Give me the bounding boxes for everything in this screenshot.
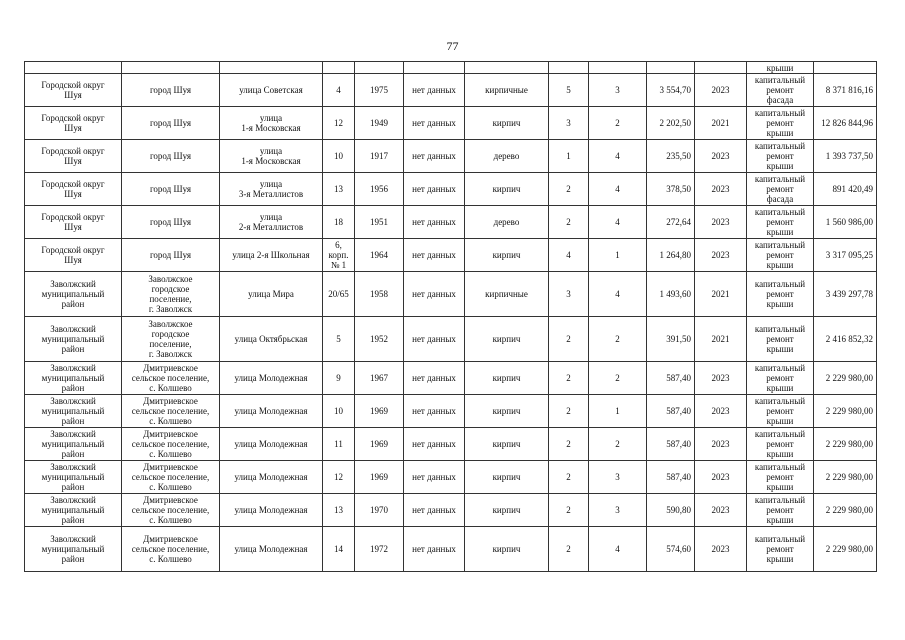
cell-street: улица 2-я Школьная	[220, 239, 323, 272]
cell-area: 587,40	[647, 461, 695, 494]
cell-cost: 2 229 980,00	[814, 461, 877, 494]
table-row	[25, 395, 877, 428]
cell-cost: 2 416 852,32	[814, 317, 877, 362]
cell-material: кирпичные	[465, 74, 549, 107]
cell-material: кирпич	[465, 494, 549, 527]
cell-info: нет данных	[404, 461, 465, 494]
cell-entrances: 4	[589, 140, 647, 173]
cell-material: кирпич	[465, 395, 549, 428]
cell-area: 587,40	[647, 362, 695, 395]
cell-floors: 4	[549, 239, 589, 272]
cell-year: 1951	[355, 206, 404, 239]
cell-street: улица Мира	[220, 272, 323, 317]
cell-house: 20/65	[323, 272, 355, 317]
cell-municipality: Заволжский муниципальный район	[25, 272, 122, 317]
cell-settlement: Заволжское городское поселение, г. Заволжск	[122, 317, 220, 362]
cell-settlement: Дмитриевское сельское поселение, с. Колшево	[122, 395, 220, 428]
cell-plan-year: 2021	[695, 317, 747, 362]
cell-floors: 5	[549, 74, 589, 107]
cell-street: улица 3-я Металлистов	[220, 173, 323, 206]
cell-entrances: 4	[589, 206, 647, 239]
cell-info: нет данных	[404, 173, 465, 206]
cell-settlement: город Шуя	[122, 206, 220, 239]
cell-floors	[549, 62, 589, 74]
cell-info: нет данных	[404, 74, 465, 107]
cell-plan-year: 2023	[695, 428, 747, 461]
continuation-row	[25, 62, 877, 74]
cell-material: кирпич	[465, 173, 549, 206]
cell-material: кирпич	[465, 317, 549, 362]
cell-settlement: Дмитриевское сельское поселение, с. Колшево	[122, 428, 220, 461]
cell-cost: 891 420,49	[814, 173, 877, 206]
cell-info: нет данных	[404, 239, 465, 272]
cell-settlement	[122, 62, 220, 74]
table-row	[25, 107, 877, 140]
cell-floors: 2	[549, 395, 589, 428]
cell-year: 1969	[355, 428, 404, 461]
buildings-table	[24, 61, 877, 572]
cell-year	[355, 62, 404, 74]
cell-cost: 1 560 986,00	[814, 206, 877, 239]
cell-entrances: 3	[589, 461, 647, 494]
cell-street: улица Октябрьская	[220, 317, 323, 362]
cell-year: 1969	[355, 395, 404, 428]
cell-house: 5	[323, 317, 355, 362]
cell-plan-year: 2023	[695, 140, 747, 173]
cell-year: 1970	[355, 494, 404, 527]
cell-municipality: Заволжский муниципальный район	[25, 527, 122, 572]
cell-plan-year: 2023	[695, 173, 747, 206]
cell-settlement: Дмитриевское сельское поселение, с. Колшево	[122, 461, 220, 494]
cell-work-type: капитальный ремонт крыши	[747, 317, 814, 362]
cell-work-type: капитальный ремонт крыши	[747, 395, 814, 428]
cell-year: 1975	[355, 74, 404, 107]
cell-material: дерево	[465, 140, 549, 173]
cell-municipality: Заволжский муниципальный район	[25, 395, 122, 428]
cell-street: улица Молодежная	[220, 494, 323, 527]
cell-entrances: 3	[589, 74, 647, 107]
cell-material: кирпич	[465, 461, 549, 494]
table-row	[25, 317, 877, 362]
cell-info	[404, 62, 465, 74]
cell-settlement: Заволжское городское поселение, г. Заволжск	[122, 272, 220, 317]
cell-house: 13	[323, 173, 355, 206]
cell-plan-year: 2023	[695, 395, 747, 428]
cell-floors: 2	[549, 173, 589, 206]
cell-house: 10	[323, 140, 355, 173]
cell-plan-year: 2023	[695, 74, 747, 107]
cell-settlement: Дмитриевское сельское поселение, с. Колшево	[122, 527, 220, 572]
table-row	[25, 428, 877, 461]
cell-info: нет данных	[404, 527, 465, 572]
cell-municipality: Заволжский муниципальный район	[25, 461, 122, 494]
cell-plan-year: 2023	[695, 461, 747, 494]
cell-work-type: капитальный ремонт крыши	[747, 239, 814, 272]
cell-house: 10	[323, 395, 355, 428]
cell-municipality: Городской округ Шуя	[25, 239, 122, 272]
cell-entrances	[589, 62, 647, 74]
cell-area: 391,50	[647, 317, 695, 362]
cell-area: 574,60	[647, 527, 695, 572]
cell-floors: 3	[549, 107, 589, 140]
cell-cost: 8 371 816,16	[814, 74, 877, 107]
cell-settlement: город Шуя	[122, 239, 220, 272]
cell-material: кирпич	[465, 428, 549, 461]
cell-house: 6, корп. № 1	[323, 239, 355, 272]
cell-work-type: капитальный ремонт крыши	[747, 140, 814, 173]
cell-work-type: крыши	[747, 62, 814, 74]
cell-plan-year: 2023	[695, 239, 747, 272]
cell-work-type: капитальный ремонт крыши	[747, 428, 814, 461]
cell-settlement: город Шуя	[122, 107, 220, 140]
cell-cost: 2 229 980,00	[814, 362, 877, 395]
cell-cost	[814, 62, 877, 74]
cell-material: кирпичные	[465, 272, 549, 317]
cell-floors: 2	[549, 461, 589, 494]
cell-municipality: Заволжский муниципальный район	[25, 428, 122, 461]
cell-settlement: город Шуя	[122, 74, 220, 107]
cell-material: кирпич	[465, 527, 549, 572]
cell-cost: 2 229 980,00	[814, 527, 877, 572]
cell-year: 1917	[355, 140, 404, 173]
cell-cost: 2 229 980,00	[814, 428, 877, 461]
cell-material: кирпич	[465, 107, 549, 140]
cell-plan-year: 2021	[695, 107, 747, 140]
cell-year: 1949	[355, 107, 404, 140]
cell-street	[220, 62, 323, 74]
cell-work-type: капитальный ремонт крыши	[747, 362, 814, 395]
cell-entrances: 2	[589, 317, 647, 362]
cell-street: улица 1-я Московская	[220, 107, 323, 140]
cell-work-type: капитальный ремонт фасада	[747, 74, 814, 107]
cell-info: нет данных	[404, 107, 465, 140]
table-row	[25, 239, 877, 272]
cell-cost: 12 826 844,96	[814, 107, 877, 140]
cell-entrances: 2	[589, 362, 647, 395]
cell-info: нет данных	[404, 494, 465, 527]
cell-house: 14	[323, 527, 355, 572]
cell-house: 18	[323, 206, 355, 239]
cell-floors: 3	[549, 272, 589, 317]
cell-entrances: 3	[589, 494, 647, 527]
table-row	[25, 74, 877, 107]
cell-area: 587,40	[647, 395, 695, 428]
table-row	[25, 527, 877, 572]
cell-year: 1969	[355, 461, 404, 494]
cell-municipality: Городской округ Шуя	[25, 107, 122, 140]
cell-house: 12	[323, 107, 355, 140]
cell-area: 378,50	[647, 173, 695, 206]
cell-municipality: Городской округ Шуя	[25, 173, 122, 206]
table-row	[25, 272, 877, 317]
cell-settlement: Дмитриевское сельское поселение, с. Колшево	[122, 494, 220, 527]
cell-year: 1967	[355, 362, 404, 395]
cell-street: улица Молодежная	[220, 395, 323, 428]
cell-house: 9	[323, 362, 355, 395]
table-row	[25, 461, 877, 494]
cell-work-type: капитальный ремонт крыши	[747, 107, 814, 140]
cell-work-type: капитальный ремонт крыши	[747, 206, 814, 239]
cell-house: 13	[323, 494, 355, 527]
table-row	[25, 362, 877, 395]
cell-area: 587,40	[647, 428, 695, 461]
cell-municipality	[25, 62, 122, 74]
cell-street: улица Советская	[220, 74, 323, 107]
cell-area	[647, 62, 695, 74]
cell-street: улица Молодежная	[220, 527, 323, 572]
cell-street: улица Молодежная	[220, 461, 323, 494]
cell-house	[323, 62, 355, 74]
cell-year: 1972	[355, 527, 404, 572]
cell-cost: 1 393 737,50	[814, 140, 877, 173]
cell-municipality: Заволжский муниципальный район	[25, 362, 122, 395]
cell-info: нет данных	[404, 395, 465, 428]
cell-house: 11	[323, 428, 355, 461]
cell-street: улица 1-я Московская	[220, 140, 323, 173]
cell-municipality: Заволжский муниципальный район	[25, 317, 122, 362]
cell-info: нет данных	[404, 206, 465, 239]
cell-cost: 2 229 980,00	[814, 395, 877, 428]
cell-house: 12	[323, 461, 355, 494]
cell-material	[465, 62, 549, 74]
cell-municipality: Городской округ Шуя	[25, 140, 122, 173]
cell-info: нет данных	[404, 272, 465, 317]
cell-floors: 2	[549, 206, 589, 239]
cell-municipality: Заволжский муниципальный район	[25, 494, 122, 527]
cell-entrances: 2	[589, 428, 647, 461]
cell-street: улица 2-я Металлистов	[220, 206, 323, 239]
cell-area: 235,50	[647, 140, 695, 173]
table-row	[25, 173, 877, 206]
cell-entrances: 2	[589, 107, 647, 140]
cell-floors: 1	[549, 140, 589, 173]
cell-plan-year	[695, 62, 747, 74]
cell-floors: 2	[549, 428, 589, 461]
cell-material: кирпич	[465, 362, 549, 395]
cell-cost: 3 439 297,78	[814, 272, 877, 317]
cell-year: 1956	[355, 173, 404, 206]
cell-entrances: 4	[589, 527, 647, 572]
cell-work-type: капитальный ремонт крыши	[747, 527, 814, 572]
cell-entrances: 4	[589, 272, 647, 317]
cell-street: улица Молодежная	[220, 362, 323, 395]
cell-entrances: 1	[589, 395, 647, 428]
table-row	[25, 494, 877, 527]
cell-plan-year: 2023	[695, 206, 747, 239]
cell-entrances: 1	[589, 239, 647, 272]
cell-plan-year: 2023	[695, 494, 747, 527]
cell-work-type: капитальный ремонт фасада	[747, 173, 814, 206]
cell-year: 1958	[355, 272, 404, 317]
cell-year: 1964	[355, 239, 404, 272]
cell-municipality: Городской округ Шуя	[25, 206, 122, 239]
cell-street: улица Молодежная	[220, 428, 323, 461]
cell-year: 1952	[355, 317, 404, 362]
cell-plan-year: 2023	[695, 527, 747, 572]
cell-settlement: город Шуя	[122, 173, 220, 206]
cell-entrances: 4	[589, 173, 647, 206]
cell-work-type: капитальный ремонт крыши	[747, 461, 814, 494]
table-row	[25, 140, 877, 173]
cell-cost: 2 229 980,00	[814, 494, 877, 527]
cell-house: 4	[323, 74, 355, 107]
cell-area: 272,64	[647, 206, 695, 239]
cell-work-type: капитальный ремонт крыши	[747, 272, 814, 317]
cell-cost: 3 317 095,25	[814, 239, 877, 272]
cell-floors: 2	[549, 362, 589, 395]
cell-floors: 2	[549, 494, 589, 527]
cell-area: 1 493,60	[647, 272, 695, 317]
table-row	[25, 206, 877, 239]
cell-settlement: Дмитриевское сельское поселение, с. Колшево	[122, 362, 220, 395]
cell-area: 3 554,70	[647, 74, 695, 107]
cell-info: нет данных	[404, 428, 465, 461]
cell-plan-year: 2023	[695, 362, 747, 395]
cell-material: кирпич	[465, 239, 549, 272]
cell-area: 590,80	[647, 494, 695, 527]
cell-material: дерево	[465, 206, 549, 239]
cell-floors: 2	[549, 317, 589, 362]
cell-work-type: капитальный ремонт крыши	[747, 494, 814, 527]
cell-info: нет данных	[404, 317, 465, 362]
cell-info: нет данных	[404, 140, 465, 173]
page-number: 77	[446, 39, 459, 53]
cell-info: нет данных	[404, 362, 465, 395]
cell-municipality: Городской округ Шуя	[25, 74, 122, 107]
cell-area: 1 264,80	[647, 239, 695, 272]
cell-settlement: город Шуя	[122, 140, 220, 173]
cell-floors: 2	[549, 527, 589, 572]
cell-area: 2 202,50	[647, 107, 695, 140]
cell-plan-year: 2021	[695, 272, 747, 317]
